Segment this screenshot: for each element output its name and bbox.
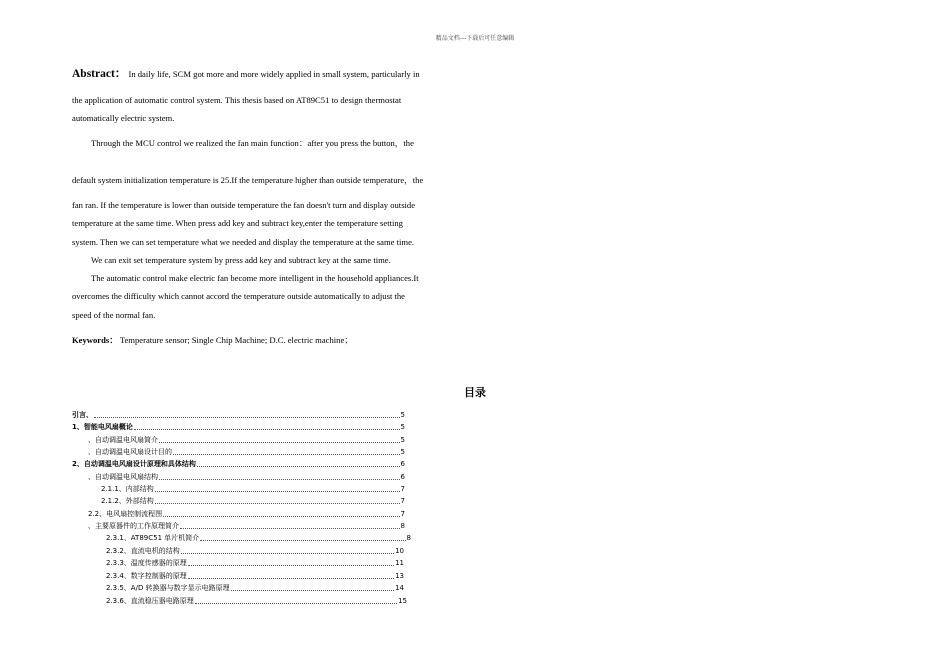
keywords-line [72,335,353,346]
toc-entry-page: 7 [400,485,405,493]
toc-entry-page: 6 [400,473,405,481]
toc-entry-label: 2、自动调温电风扇设计原理和具体结构 [72,460,196,468]
toc-leader-dots [155,485,400,492]
abstract-line-6: fan ran. If the temperature is lower than outside temperature the fan doesn't turn and display outside [72,200,416,210]
toc-title: 目录 [464,386,486,399]
toc-entry-label: 1、智能电风扇概论 [72,423,133,431]
toc-leader-dots [188,559,394,566]
abstract-line-2: the application of automatic control system. This thesis based on AT89C51 to design thermostat [72,95,402,105]
toc-leader-dots [163,510,399,517]
toc-leader-dots [200,534,405,541]
toc-entry[interactable] [88,510,405,519]
toc-leader-dots [195,597,397,604]
toc-leader-dots [159,436,400,443]
toc-entry-label: 2.1.1、内部结构 [101,485,154,493]
page-header: 精品文档---下载后可任意编辑 [435,35,515,42]
toc-leader-dots [181,547,394,554]
toc-entry-label: 、主要原器件的工作原理简介 [88,522,179,530]
toc-entry-label: 2.3.4、数字控制器的原理 [106,572,187,580]
toc-entry-label: 2.3.5、A/D 转换器与数字显示电路原理 [106,584,230,592]
toc-entry-page: 11 [395,559,404,567]
toc-entry-page: 5 [400,423,405,431]
toc-entry[interactable] [72,460,405,469]
toc-entry[interactable] [88,473,405,482]
toc-entry-label: 2.3.6、直流稳压器电路原理 [106,597,194,605]
toc-leader-dots [197,460,400,467]
toc-leader-dots [173,448,400,455]
abstract-line-5: default system initialization temperature is 25.If the temperature higher than outside temperature，the [72,175,424,185]
toc-entry-page: 5 [400,448,405,456]
toc-entry[interactable] [88,448,405,457]
toc-entry[interactable] [101,485,405,494]
toc-leader-dots [180,522,400,529]
toc-entry[interactable] [101,497,405,506]
abstract-line-7: temperature at the same time. When press add key and subtract key,enter the temperature setting [72,218,403,228]
abstract-line-12: speed of the normal fan. [72,310,156,320]
abstract-line-8: system. Then we can set temperature what we needed and display the temperature at the same time. [72,237,415,247]
toc-leader-dots [134,423,400,430]
toc-leader-dots [94,411,400,418]
toc-entry-page: 5 [400,411,405,419]
toc-entry-page: 13 [395,572,404,580]
toc-entry[interactable] [72,423,405,432]
toc-entry[interactable] [88,522,405,531]
toc-entry-label: 、自动调温电风扇简介 [88,436,158,444]
toc-entry-label: 2.3.1、AT89C51 单片机简介 [106,534,200,542]
toc-entry-page: 8 [400,522,405,530]
abstract-line-11: overcomes the difficulty which cannot accord the temperature outside automatically to adjust the [72,291,405,301]
toc-entry-page: 7 [400,510,405,518]
toc-entry[interactable] [72,411,405,420]
abstract-line-1 [72,69,420,80]
toc-entry-label: 2.3.3、温度传感器的原理 [106,559,187,567]
toc-entry-label: 引言、 [72,411,93,419]
toc-leader-dots [159,473,400,480]
toc-entry-label: 2.2、电风扇控制流程图 [88,510,163,518]
toc-entry-page: 8 [406,534,411,542]
abstract-line-10: The automatic control make electric fan become more intelligent in the household appliances.It [91,273,419,283]
toc-entry-page: 15 [398,597,407,605]
toc-leader-dots [155,497,400,504]
toc-entry-page: 5 [400,436,405,444]
toc-entry-label: 、自动调温电风扇设计目的 [88,448,172,456]
toc-entry-page: 7 [400,497,405,505]
toc-entry-label: 2.1.2、外部结构 [101,497,154,505]
abstract-label: Abstract： [72,68,127,80]
toc-entry-page: 10 [395,547,404,555]
toc-entry[interactable] [106,584,404,593]
toc-entry-page: 6 [400,460,405,468]
toc-entry-label: 、自动调温电风扇结构 [88,473,158,481]
toc-leader-dots [188,572,394,579]
abstract-line-9: We can exit set temperature system by press add key and subtract key at the same time. [91,255,391,265]
keywords-text: Temperature sensor; Single Chip Machine; D.C. electric machine； [119,335,353,345]
toc-leader-dots [231,584,395,591]
toc-entry[interactable] [88,436,405,445]
toc-entry[interactable] [106,534,411,543]
abstract-text-1: In daily life, SCM got more and more widely applied in small system, particularly in [128,69,420,79]
toc-entry[interactable] [106,547,404,556]
toc-entry-label: 2.3.2、直流电机的结构 [106,547,180,555]
abstract-line-4: Through the MCU control we realized the fan main function：after you press the button，the [91,138,414,148]
toc-entry[interactable] [106,572,404,581]
toc-entry-page: 14 [395,584,404,592]
abstract-line-3: automatically electric system. [72,113,175,123]
toc-entry[interactable] [106,597,407,606]
keywords-label: Keywords： [72,335,118,345]
toc-entry[interactable] [106,559,404,568]
